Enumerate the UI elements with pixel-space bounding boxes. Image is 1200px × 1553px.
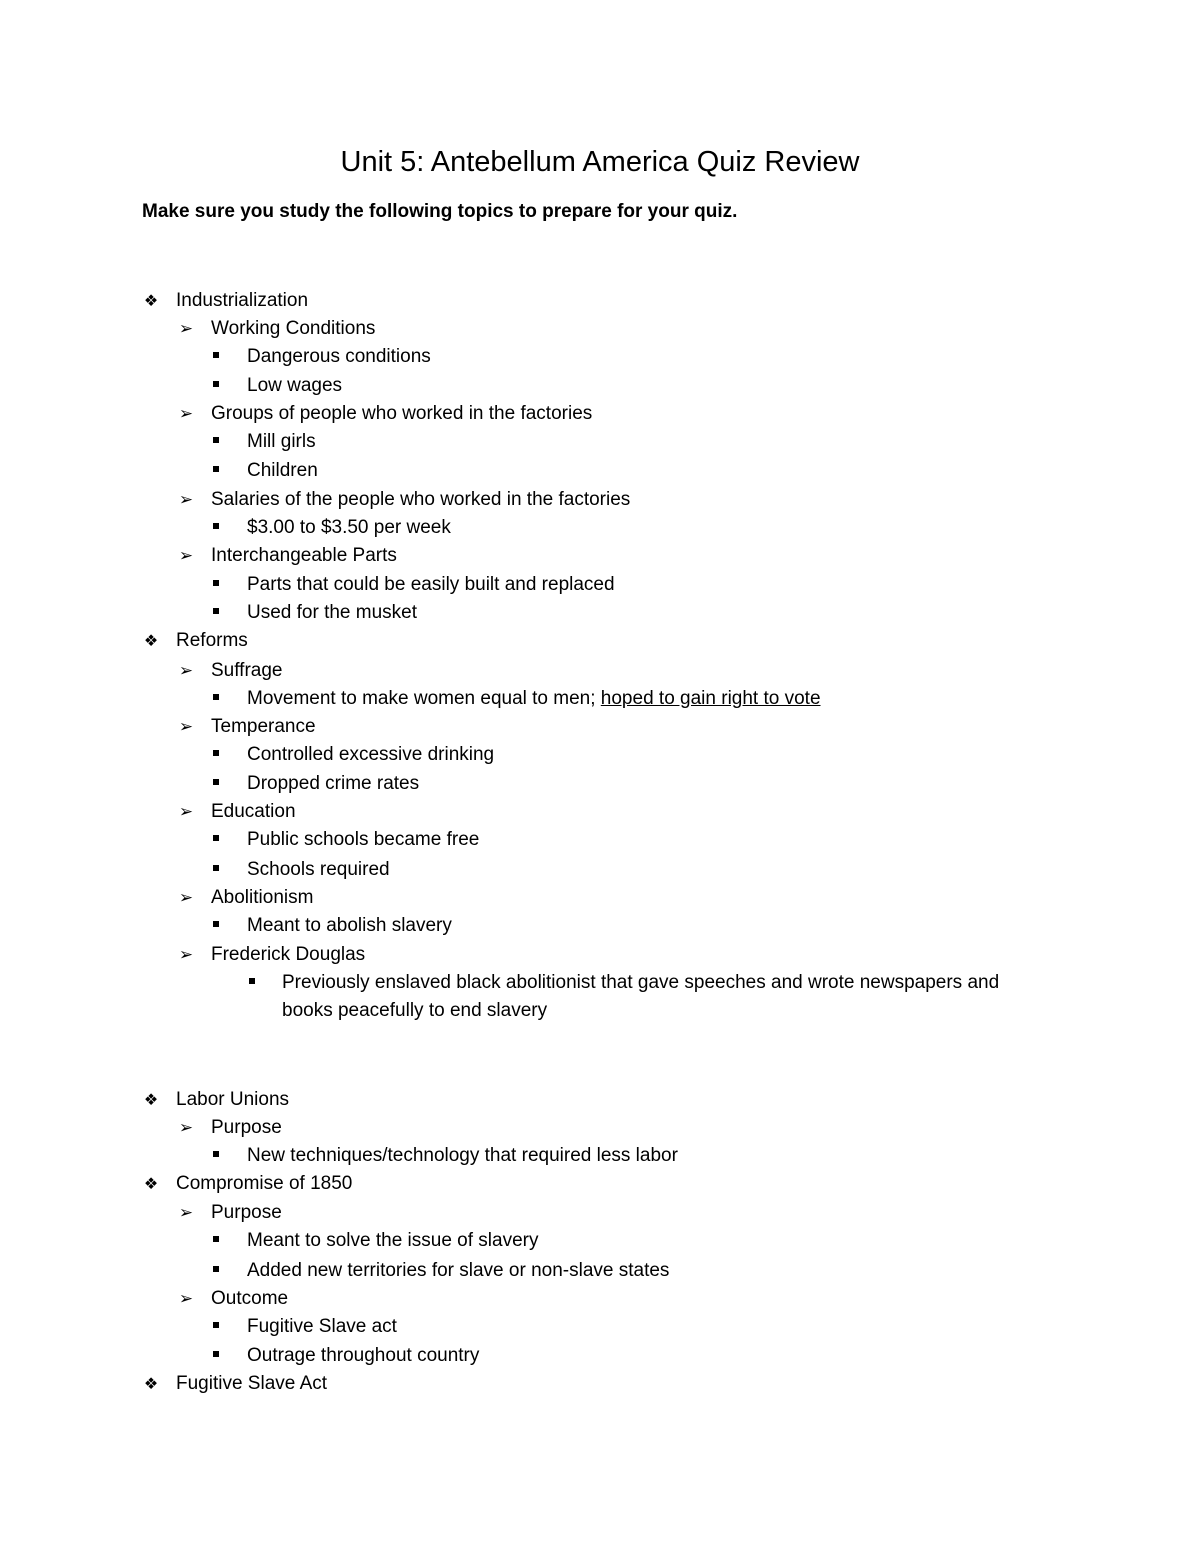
subtopic-label: Education: [211, 801, 296, 822]
item-text: books peacefully to end slavery: [282, 1000, 548, 1021]
item-text: Parts that could be easily built and replaced: [247, 574, 615, 595]
item-text: New techniques/technology that required less labor: [247, 1145, 678, 1166]
arrowhead-bullet-icon: ➢: [178, 1118, 194, 1138]
item-text: Previously enslaved black abolitionist that gave speeches and wrote newspapers and: [282, 972, 1000, 993]
square-bullet-icon: [205, 457, 227, 485]
diamond-bullet-icon: ❖: [143, 631, 159, 650]
arrowhead-bullet-icon: ➢: [178, 717, 194, 737]
topic-label: Labor Unions: [176, 1089, 290, 1110]
item-text: Dropped crime rates: [247, 773, 420, 794]
subtopic-label: Interchangeable Parts: [211, 545, 397, 566]
item-text: Low wages: [247, 375, 343, 396]
topic-label: Reforms: [176, 630, 248, 651]
subtopic-label: Temperance: [211, 716, 316, 737]
page-title: Unit 5: Antebellum America Quiz Review: [340, 146, 860, 178]
square-bullet-icon: [205, 1313, 227, 1341]
square-bullet-icon: [205, 770, 227, 798]
item-text: Public schools became free: [247, 829, 480, 850]
arrowhead-bullet-icon: ➢: [178, 404, 194, 424]
subtopic-label: Working Conditions: [211, 318, 376, 339]
arrowhead-bullet-icon: ➢: [178, 661, 194, 681]
arrowhead-bullet-icon: ➢: [178, 945, 194, 965]
subtopic-label: Groups of people who worked in the factories: [211, 403, 593, 424]
square-bullet-icon: [205, 741, 227, 769]
square-bullet-icon: [205, 372, 227, 400]
subtopic-label: Purpose: [211, 1117, 282, 1138]
arrowhead-bullet-icon: ➢: [178, 546, 194, 566]
item-text: Dangerous conditions: [247, 346, 431, 367]
arrowhead-bullet-icon: ➢: [178, 888, 194, 908]
square-bullet-icon: [205, 1257, 227, 1285]
subtopic-label: Suffrage: [211, 660, 283, 681]
square-bullet-icon: [205, 571, 227, 599]
diamond-bullet-icon: ❖: [143, 291, 159, 310]
item-text: Fugitive Slave act: [247, 1316, 397, 1337]
arrowhead-bullet-icon: ➢: [178, 1203, 194, 1223]
square-bullet-icon: [205, 912, 227, 940]
item-text: Controlled excessive drinking: [247, 744, 495, 765]
subtopic-label: Outcome: [211, 1288, 289, 1309]
item-text: Mill girls: [247, 431, 316, 452]
item-text: $3.00 to $3.50 per week: [247, 517, 451, 538]
arrowhead-bullet-icon: ➢: [178, 1289, 194, 1309]
item-text: Meant to solve the issue of slavery: [247, 1230, 539, 1251]
square-bullet-icon: [205, 1227, 227, 1255]
diamond-bullet-icon: ❖: [143, 1090, 159, 1109]
subtopic-label: Abolitionism: [211, 887, 314, 908]
arrowhead-bullet-icon: ➢: [178, 490, 194, 510]
item-text-plain: Movement to make women equal to men;: [247, 688, 601, 709]
item-text-underlined: hoped to gain right to vote: [600, 688, 821, 709]
square-bullet-icon: [205, 428, 227, 456]
square-bullet-icon: [205, 343, 227, 371]
item-text: Used for the musket: [247, 602, 418, 623]
topic-label: Compromise of 1850: [176, 1173, 353, 1194]
square-bullet-icon: [205, 826, 227, 854]
page-subtitle: Make sure you study the following topics to prepare for your quiz.: [142, 201, 738, 222]
subtopic-label: Purpose: [211, 1202, 282, 1223]
subtopic-label: Salaries of the people who worked in the factories: [211, 489, 631, 510]
arrowhead-bullet-icon: ➢: [178, 319, 194, 339]
square-bullet-icon: [205, 1142, 227, 1170]
square-bullet-icon: [205, 1342, 227, 1370]
item-text: Meant to abolish slavery: [247, 915, 452, 936]
square-bullet-icon: [205, 685, 227, 713]
diamond-bullet-icon: ❖: [143, 1174, 159, 1193]
item-text: Children: [247, 460, 318, 481]
item-text: Schools required: [247, 859, 390, 880]
square-bullet-icon: [205, 856, 227, 884]
square-bullet-icon: [241, 969, 263, 997]
item-text: Outrage throughout country: [247, 1345, 480, 1366]
subtopic-label: Frederick Douglas: [211, 944, 366, 965]
topic-label: Fugitive Slave Act: [176, 1373, 328, 1394]
arrowhead-bullet-icon: ➢: [178, 802, 194, 822]
topic-label: Industrialization: [176, 290, 309, 311]
square-bullet-icon: [205, 514, 227, 542]
item-text: Added new territories for slave or non-slave states: [247, 1260, 670, 1281]
diamond-bullet-icon: ❖: [143, 1374, 159, 1393]
item-text: [247, 685, 821, 713]
square-bullet-icon: [205, 599, 227, 627]
